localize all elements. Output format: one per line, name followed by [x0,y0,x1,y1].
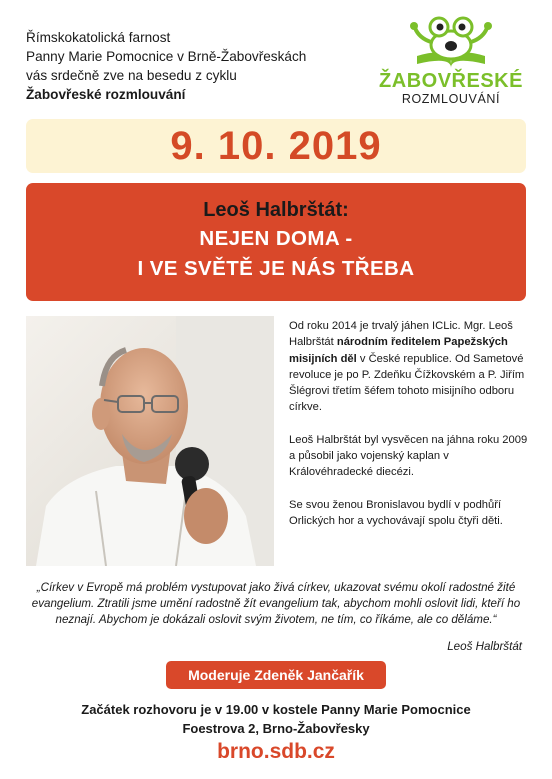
bio-paragraph-2: Leoš Halbrštát byl vysvěcen na jáhna roku 2009 a působil jako vojenský kaplan v Královéhradecké diecézi. [289,433,528,479]
venue-info [26,700,526,738]
series-name: Žabovřeské rozmlouvání [26,87,186,102]
logo-title: ŽABOVŘESKÉ [379,70,523,92]
bio-paragraph-3: Se svou ženou Bronislavou bydlí v podhůří Orlických hor a vychovávají spolu čtyři děti. [289,498,503,527]
topic-line-1: NEJEN DOMA - [199,227,353,250]
logo-subtitle: ROZMLOUVÁNÍ [401,92,501,106]
parish-location: Panny Marie Pomocnice v Brně-Žabovřeskách [26,49,307,64]
series-logo [376,12,526,112]
event-date-banner [26,119,526,173]
parish-invitation [26,28,356,104]
topic-line-2: I VE SVĚTĚ JE NÁS TŘEBA [137,257,415,280]
start-time: Začátek rozhovoru je v 19.00 v kostele Panny Marie Pomocnice [81,702,471,717]
bio-text: v České republice. Od Sametové revoluce je po P. Zdeňku Čížkovském a P. Jiřím Šlégrovi třetím šéfem tohoto misijního odboru církve. [289,352,525,414]
moderator-label: Moderuje Zdeněk Jančařík [166,661,386,689]
bio-text: Od roku 2014 je trvalý jáhen ICLic. Mgr. Leoš Halbrštát [289,320,513,349]
bio-highlight: národním ředitelem Papežských misijních děl [289,336,508,365]
speaker-photo [26,316,274,566]
frog-icon [403,12,499,70]
event-date: 9. 10. 2019 [170,124,382,168]
address: Foestrova 2, Brno-Žabovřesky [182,721,370,736]
bio-paragraph-1 [289,318,531,416]
invitation-text: vás srdečně zve na besedu z cyklu [26,68,237,83]
quote-author: Leoš Halbrštát [447,640,522,653]
speaker-name: Leoš Halbrštát: [203,199,349,221]
parish-name: Římskokatolická farnost [26,30,171,45]
quote-text: „Církev v Evropě má problém vystupovat jako živá církev, ukazovat svému okolí radostné žité evangelium. Ztratili jsme umění radostně žít evangelium tak, abychom mohli oslovit lidi, kteří ho neznají. Abychom je dokázali oslovit svým životem, ne tím, co říkáme, ale co děláme.“ [31,581,521,626]
talk-title-box [26,183,526,301]
speaker-bio [289,318,531,545]
website-link[interactable]: brno.sdb.cz [217,740,335,763]
